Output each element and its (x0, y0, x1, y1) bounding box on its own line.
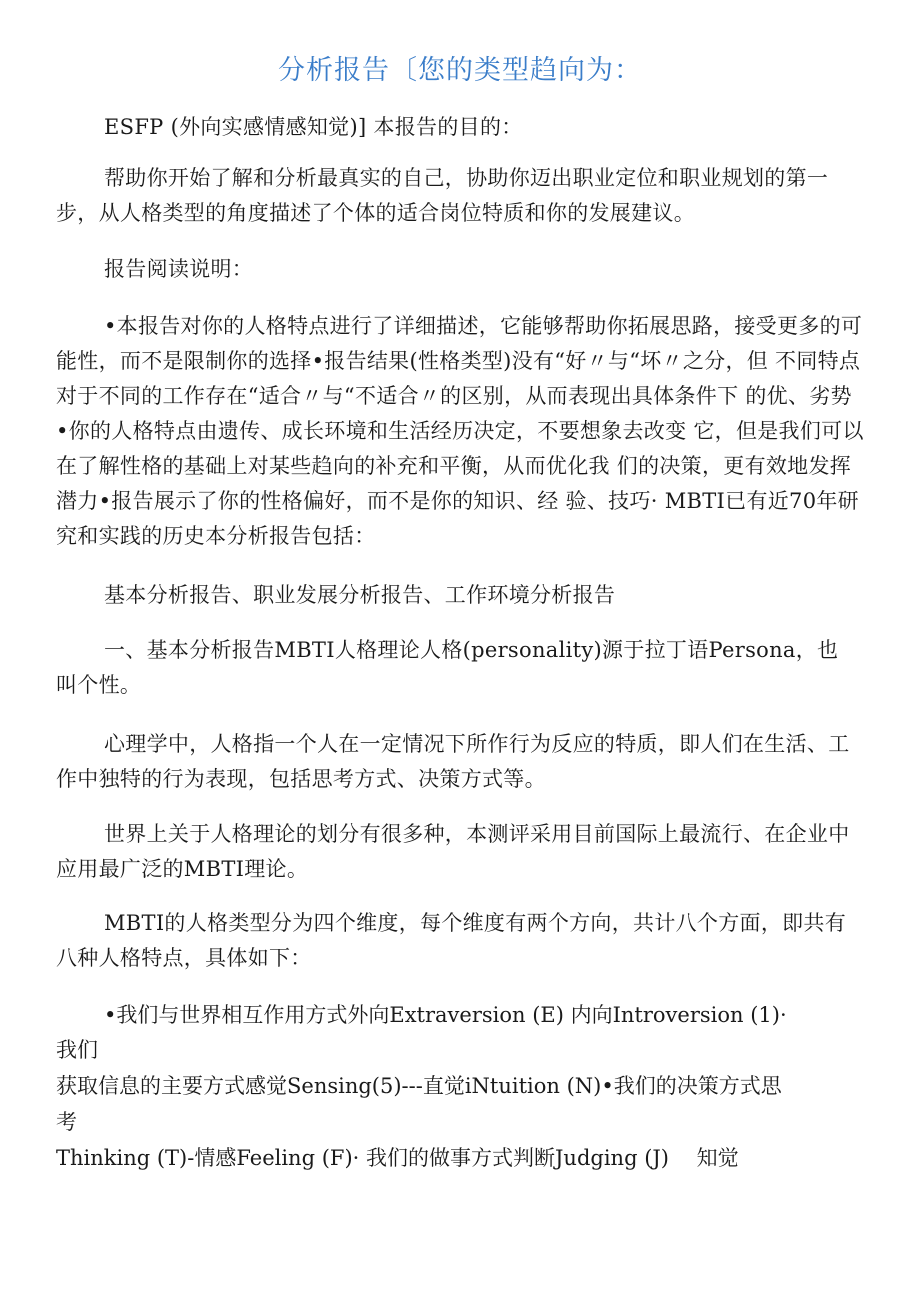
dimension-line: 考 (56, 1110, 77, 1134)
report-purpose-heading: ESFP (外向实感情感知觉)] 本报告的目的： (104, 115, 523, 139)
basic-analysis-paragraph: 一、基本分析报告MBTI人格理论人格(personality)源于拉丁语Persona，也 叫个性。 (56, 638, 839, 697)
reading-notes-paragraph: •本报告对你的人格特点进行了详细描述，它能够帮助你拓展思路，接受更多的可能性，而不是限制你的选择•报告结果(性格类型)没有“好〃与“坏〃之分，但 不同特点对于不同的工作存在“适合〃与“不适合〃的区别，从而表现出具体条件下 的优、劣势•你的人格特点由遗传、成长环境和生活经历决定，不要想象去改变 它，但是我们可以在了解性格的基础上对某些趋向的补充和平衡，从而优化我 们的决策，更有效地发挥潜力•报告展示了你的性格偏好，而不是你的知识、经 验、技巧· MBTI已有近70年研究和实践的历史本分析报告包括： (56, 314, 864, 548)
dimension-line: 我们 (56, 1038, 98, 1062)
dimensions-intro-paragraph: MBTI的人格类型分为四个维度，每个维度有两个方向，共计八个方面，即共有八种人格特点，具体如下： (56, 911, 847, 970)
dimension-line: 获取信息的主要方式感觉Sensing(5)---直觉iNtuition (N)•我们的决策方式思 (56, 1074, 782, 1098)
report-contents-paragraph: 基本分析报告、职业发展分析报告、工作环境分析报告 (104, 583, 616, 607)
psychology-paragraph: 心理学中，人格指一个人在一定情况下所作行为反应的特质，即人们在生活、工作中独特的行为表现，包括思考方式、决策方式等。 (56, 732, 850, 791)
purpose-paragraph: 帮助你开始了解和分析最真实的自己，协助你迈出职业定位和职业规划的第一步，从人格类型的角度描述了个体的适合岗位特质和你的发展建议。 (56, 166, 829, 225)
mbti-theory-paragraph: 世界上关于人格理论的划分有很多种，本测评采用目前国际上最流行、在企业中应用最广泛的MBTI理论。 (56, 822, 850, 881)
dimension-line: Thinking (T)-情感Feeling (F)· 我们的做事方式判断Judging (J) 知觉 (56, 1146, 739, 1170)
dimension-line: •我们与世界相互作用方式外向Extraversion (E) 内向Introversion (1)· (104, 1003, 787, 1027)
page-title: 分析报告〔您的类型趋向为： (278, 55, 642, 86)
reading-notes-heading: 报告阅读说明： (104, 257, 254, 281)
